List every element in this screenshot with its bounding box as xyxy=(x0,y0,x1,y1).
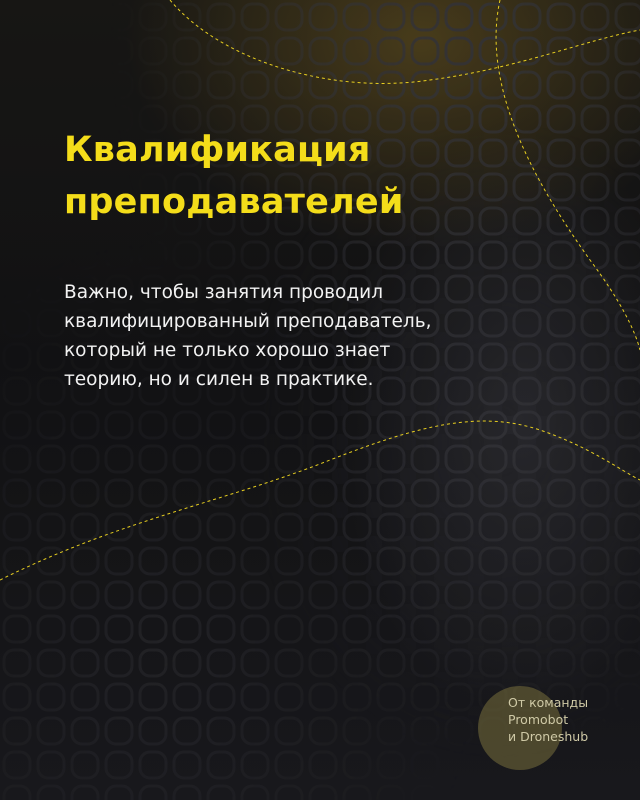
slide-title xyxy=(64,124,484,228)
title-line: Квалификация xyxy=(64,130,371,170)
team-credit-line: Promobot xyxy=(508,712,569,727)
team-credit-line: и Droneshub xyxy=(508,729,589,744)
body-line: теорию, но и силен в практике. xyxy=(64,369,374,390)
title-line: преподавателей xyxy=(64,182,404,222)
slide-body-text xyxy=(64,278,484,394)
body-line: квалифицированный преподаватель, xyxy=(64,311,432,332)
team-credit xyxy=(508,694,588,745)
body-line: Важно, чтобы занятия проводил xyxy=(64,282,384,303)
team-credit-line: От команды xyxy=(508,695,589,710)
body-line: который не только хорошо знает xyxy=(64,340,391,361)
